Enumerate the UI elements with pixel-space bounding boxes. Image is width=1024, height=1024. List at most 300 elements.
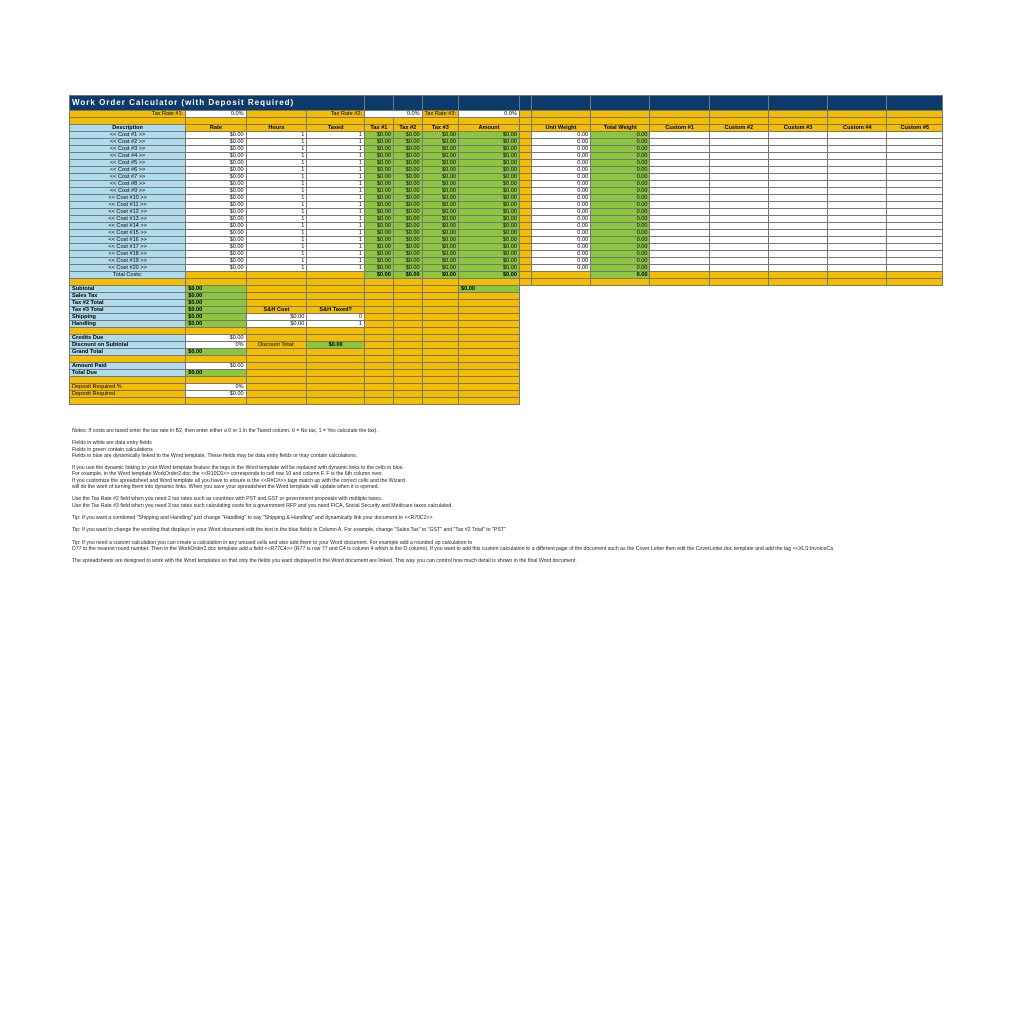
- tax1-cell: $0.00: [365, 265, 394, 272]
- custom-input[interactable]: [828, 223, 887, 230]
- description-cell: << Cost #5 >>: [70, 160, 186, 167]
- unit-weight-input[interactable]: 0.00: [531, 244, 590, 251]
- amount-cell: $0.00: [459, 202, 520, 209]
- cell: [365, 398, 394, 405]
- cell: [246, 356, 307, 363]
- custom-input[interactable]: [887, 265, 943, 272]
- unit-weight-input[interactable]: 0.00: [531, 251, 590, 258]
- rate-input[interactable]: $0.00: [186, 153, 246, 160]
- custom-input[interactable]: [768, 265, 827, 272]
- custom-input[interactable]: [650, 174, 709, 181]
- handling-value: $0.00: [186, 321, 246, 328]
- unit-weight-input[interactable]: 0.00: [531, 132, 590, 139]
- cell: [887, 96, 943, 111]
- cell: [246, 118, 307, 125]
- cell: [828, 96, 887, 111]
- cell: [591, 370, 650, 377]
- cell: [520, 300, 532, 307]
- total-weight-cell: 0.00: [591, 202, 650, 209]
- tax1-cell: $0.00: [365, 195, 394, 202]
- tax1-cell: $0.00: [365, 160, 394, 167]
- handling-taxed-input[interactable]: 1: [307, 321, 365, 328]
- cell: [650, 96, 709, 111]
- custom-input[interactable]: [887, 153, 943, 160]
- column-header: Tax #2: [393, 125, 422, 132]
- custom-input[interactable]: [768, 202, 827, 209]
- custom-input[interactable]: [650, 188, 709, 195]
- custom-input[interactable]: [650, 132, 709, 139]
- taxed-input[interactable]: 1: [307, 223, 365, 230]
- rate-input[interactable]: $0.00: [186, 230, 246, 237]
- spacer-row: [70, 328, 943, 335]
- custom-input[interactable]: [709, 216, 768, 223]
- cell: [591, 307, 650, 314]
- custom-input[interactable]: [768, 167, 827, 174]
- cell: [887, 391, 943, 398]
- cell: [591, 279, 650, 286]
- cell: [307, 356, 365, 363]
- rate-input[interactable]: $0.00: [186, 223, 246, 230]
- custom-input[interactable]: [768, 209, 827, 216]
- custom-input[interactable]: [650, 202, 709, 209]
- cell: [591, 328, 650, 335]
- taxed-input[interactable]: 1: [307, 251, 365, 258]
- custom-input[interactable]: [828, 237, 887, 244]
- taxed-input[interactable]: 1: [307, 209, 365, 216]
- cell: [520, 146, 532, 153]
- hours-input[interactable]: 1: [246, 160, 307, 167]
- hours-input[interactable]: 1: [246, 146, 307, 153]
- cell: [828, 349, 887, 356]
- unit-weight-input[interactable]: 0.00: [531, 167, 590, 174]
- tax1-cell: $0.00: [365, 174, 394, 181]
- custom-input[interactable]: [887, 244, 943, 251]
- custom-input[interactable]: [887, 167, 943, 174]
- taxed-input[interactable]: 1: [307, 237, 365, 244]
- custom-input[interactable]: [887, 181, 943, 188]
- shipping-taxed-input[interactable]: 0: [307, 314, 365, 321]
- hours-input[interactable]: 1: [246, 195, 307, 202]
- shipping-cost-input[interactable]: $0.00: [246, 314, 307, 321]
- total-weight-cell: 0.00: [591, 251, 650, 258]
- taxed-input[interactable]: 1: [307, 167, 365, 174]
- cell: [520, 195, 532, 202]
- taxed-input[interactable]: 1: [307, 174, 365, 181]
- tax2-total-row: [70, 300, 943, 307]
- header-row: [70, 125, 943, 132]
- custom-input[interactable]: [828, 202, 887, 209]
- cell: [393, 349, 422, 356]
- cell: [422, 335, 458, 342]
- cell: [768, 286, 827, 293]
- hours-input[interactable]: 1: [246, 174, 307, 181]
- custom-input[interactable]: [709, 202, 768, 209]
- cell: [520, 335, 532, 342]
- tax1-cell: $0.00: [365, 216, 394, 223]
- custom-input[interactable]: [650, 244, 709, 251]
- custom-input[interactable]: [828, 181, 887, 188]
- custom-input[interactable]: [650, 146, 709, 153]
- custom-input[interactable]: [709, 160, 768, 167]
- column-header: [520, 125, 532, 132]
- cell: [591, 335, 650, 342]
- custom-input[interactable]: [650, 251, 709, 258]
- custom-input[interactable]: [828, 153, 887, 160]
- unit-weight-input[interactable]: 0.00: [531, 223, 590, 230]
- custom-input[interactable]: [887, 160, 943, 167]
- custom-input[interactable]: [650, 209, 709, 216]
- cell: [520, 258, 532, 265]
- custom-input[interactable]: [887, 258, 943, 265]
- cell: [650, 335, 709, 342]
- custom-input[interactable]: [768, 132, 827, 139]
- custom-input[interactable]: [887, 216, 943, 223]
- custom-input[interactable]: [887, 230, 943, 237]
- custom-input[interactable]: [828, 230, 887, 237]
- hours-input[interactable]: 1: [246, 258, 307, 265]
- cell: [591, 356, 650, 363]
- custom-input[interactable]: [650, 153, 709, 160]
- tax1-cell: $0.00: [365, 181, 394, 188]
- taxed-input[interactable]: 1: [307, 160, 365, 167]
- cell: [459, 391, 520, 398]
- tax-rate-1-input[interactable]: 0.0%: [186, 111, 246, 118]
- custom-input[interactable]: [828, 265, 887, 272]
- subtotal-row: [70, 286, 943, 293]
- tax3-total-label: Tax #3 Total: [70, 307, 186, 314]
- cell: [709, 314, 768, 321]
- rate-input[interactable]: $0.00: [186, 237, 246, 244]
- cell: [650, 111, 709, 118]
- rate-input[interactable]: $0.00: [186, 216, 246, 223]
- hours-input[interactable]: 1: [246, 251, 307, 258]
- rate-input[interactable]: $0.00: [186, 265, 246, 272]
- custom-input[interactable]: [709, 251, 768, 258]
- custom-input[interactable]: [828, 195, 887, 202]
- cell: [768, 321, 827, 328]
- custom-input[interactable]: [709, 146, 768, 153]
- cell: [459, 279, 520, 286]
- cell: [246, 384, 307, 391]
- custom-input[interactable]: [650, 181, 709, 188]
- custom-input[interactable]: [768, 160, 827, 167]
- table-row: [70, 146, 943, 153]
- spacer-row: [70, 356, 943, 363]
- taxed-input[interactable]: 1: [307, 258, 365, 265]
- unit-weight-input[interactable]: 0.00: [531, 230, 590, 237]
- cell: [422, 363, 458, 370]
- description-cell: << Cost #9 >>: [70, 188, 186, 195]
- unit-weight-input[interactable]: 0.00: [531, 153, 590, 160]
- custom-input[interactable]: [768, 230, 827, 237]
- unit-weight-input[interactable]: 0.00: [531, 146, 590, 153]
- cell: [365, 342, 394, 349]
- cell: [828, 391, 887, 398]
- taxed-input[interactable]: 1: [307, 181, 365, 188]
- cell: [459, 342, 520, 349]
- taxed-input[interactable]: 1: [307, 153, 365, 160]
- column-header: Total Weight: [591, 125, 650, 132]
- rate-input[interactable]: $0.00: [186, 244, 246, 251]
- total-due-label: Total Due: [70, 370, 186, 377]
- cell: [768, 384, 827, 391]
- rate-input[interactable]: $0.00: [186, 132, 246, 139]
- taxed-input[interactable]: 1: [307, 230, 365, 237]
- cell: [70, 328, 186, 335]
- taxed-input[interactable]: 1: [307, 244, 365, 251]
- note-line: The spreadsheets are designed to work with the Word templates so that only the fields you want displayed in the Word document are linked. This way you can control how much detail is shown in the final Word document.: [72, 558, 577, 565]
- custom-input[interactable]: [709, 132, 768, 139]
- tax-rate-3-input[interactable]: 0.0%: [459, 111, 520, 118]
- custom-input[interactable]: [768, 216, 827, 223]
- tax3-cell: $0.00: [422, 188, 458, 195]
- custom-input[interactable]: [709, 265, 768, 272]
- custom-input[interactable]: [828, 209, 887, 216]
- cell: [520, 398, 532, 405]
- handling-cost-input[interactable]: $0.00: [246, 321, 307, 328]
- custom-input[interactable]: [709, 258, 768, 265]
- cell: [246, 111, 307, 118]
- custom-input[interactable]: [828, 258, 887, 265]
- note-line: Use the Tax Rate #2 field when you need 2 tax rates such as countries with PST and GST or government proposals with multiple taxes.: [72, 496, 383, 503]
- unit-weight-input[interactable]: 0.00: [531, 258, 590, 265]
- custom-input[interactable]: [650, 230, 709, 237]
- custom-input[interactable]: [709, 174, 768, 181]
- custom-input[interactable]: [887, 195, 943, 202]
- tax-rate-row: [70, 111, 943, 118]
- custom-input[interactable]: [650, 258, 709, 265]
- custom-input[interactable]: [709, 195, 768, 202]
- custom-input[interactable]: [828, 146, 887, 153]
- unit-weight-input[interactable]: 0.00: [531, 216, 590, 223]
- rate-input[interactable]: $0.00: [186, 202, 246, 209]
- custom-input[interactable]: [650, 223, 709, 230]
- cell: [393, 363, 422, 370]
- unit-weight-input[interactable]: 0.00: [531, 237, 590, 244]
- rate-input[interactable]: $0.00: [186, 174, 246, 181]
- rate-input[interactable]: $0.00: [186, 146, 246, 153]
- taxed-input[interactable]: 1: [307, 139, 365, 146]
- cell: [887, 118, 943, 125]
- hours-input[interactable]: 1: [246, 132, 307, 139]
- unit-weight-input[interactable]: 0.00: [531, 195, 590, 202]
- custom-input[interactable]: [828, 167, 887, 174]
- taxed-input[interactable]: 1: [307, 132, 365, 139]
- cell: [650, 328, 709, 335]
- cell: [531, 293, 590, 300]
- custom-input[interactable]: [768, 237, 827, 244]
- rate-input[interactable]: $0.00: [186, 181, 246, 188]
- custom-input[interactable]: [887, 146, 943, 153]
- custom-input[interactable]: [768, 223, 827, 230]
- hours-input[interactable]: 1: [246, 216, 307, 223]
- hours-input[interactable]: 1: [246, 223, 307, 230]
- custom-input[interactable]: [709, 167, 768, 174]
- taxed-input[interactable]: 1: [307, 202, 365, 209]
- amount-cell: $0.00: [459, 237, 520, 244]
- unit-weight-input[interactable]: 0.00: [531, 174, 590, 181]
- cell: [828, 300, 887, 307]
- custom-input[interactable]: [768, 181, 827, 188]
- custom-input[interactable]: [709, 237, 768, 244]
- custom-input[interactable]: [887, 223, 943, 230]
- rate-input[interactable]: $0.00: [186, 167, 246, 174]
- custom-input[interactable]: [709, 230, 768, 237]
- custom-input[interactable]: [709, 209, 768, 216]
- cell: [887, 286, 943, 293]
- cell: [459, 321, 520, 328]
- hours-input[interactable]: 1: [246, 188, 307, 195]
- total-weight-cell: 0.00: [591, 181, 650, 188]
- column-header: Hours: [246, 125, 307, 132]
- custom-input[interactable]: [768, 174, 827, 181]
- unit-weight-input[interactable]: 0.00: [531, 202, 590, 209]
- custom-input[interactable]: [768, 146, 827, 153]
- tax2-total-label: Tax #2 Total: [70, 300, 186, 307]
- custom-input[interactable]: [650, 167, 709, 174]
- taxed-input[interactable]: 1: [307, 216, 365, 223]
- tax1-cell: $0.00: [365, 230, 394, 237]
- custom-input[interactable]: [768, 153, 827, 160]
- custom-input[interactable]: [887, 139, 943, 146]
- unit-weight-input[interactable]: 0.00: [531, 265, 590, 272]
- custom-input[interactable]: [709, 223, 768, 230]
- custom-input[interactable]: [709, 181, 768, 188]
- custom-input[interactable]: [650, 265, 709, 272]
- custom-input[interactable]: [828, 216, 887, 223]
- custom-input[interactable]: [650, 216, 709, 223]
- custom-input[interactable]: [828, 244, 887, 251]
- cell: [768, 293, 827, 300]
- spacer-row: [70, 118, 943, 125]
- cell: [591, 342, 650, 349]
- custom-input[interactable]: [887, 132, 943, 139]
- table-row: [70, 258, 943, 265]
- custom-input[interactable]: [650, 160, 709, 167]
- rate-input[interactable]: $0.00: [186, 188, 246, 195]
- rate-input[interactable]: $0.00: [186, 195, 246, 202]
- taxed-input[interactable]: 1: [307, 188, 365, 195]
- credits-input[interactable]: $0.00: [186, 335, 246, 342]
- custom-input[interactable]: [709, 139, 768, 146]
- spacer-row: [70, 279, 943, 286]
- custom-input[interactable]: [828, 160, 887, 167]
- tax2-cell: $0.00: [393, 153, 422, 160]
- custom-input[interactable]: [768, 258, 827, 265]
- cell: [365, 391, 394, 398]
- rate-input[interactable]: $0.00: [186, 160, 246, 167]
- hours-input[interactable]: 1: [246, 167, 307, 174]
- custom-input[interactable]: [887, 174, 943, 181]
- cell: [246, 377, 307, 384]
- cell: [591, 293, 650, 300]
- discount-input[interactable]: 0%: [186, 342, 246, 349]
- taxed-input[interactable]: 1: [307, 146, 365, 153]
- cell: [365, 349, 394, 356]
- cell: [365, 328, 394, 335]
- cell: [422, 398, 458, 405]
- unit-weight-input[interactable]: 0.00: [531, 139, 590, 146]
- unit-weight-input[interactable]: 0.00: [531, 160, 590, 167]
- tax2-cell: $0.00: [393, 265, 422, 272]
- custom-input[interactable]: [709, 188, 768, 195]
- custom-input[interactable]: [650, 139, 709, 146]
- cell: [307, 398, 365, 405]
- hours-input[interactable]: 1: [246, 139, 307, 146]
- custom-input[interactable]: [768, 251, 827, 258]
- taxed-input[interactable]: 1: [307, 265, 365, 272]
- custom-input[interactable]: [887, 237, 943, 244]
- total-weight-cell: 0.00: [591, 237, 650, 244]
- description-cell: << Cost #10 >>: [70, 195, 186, 202]
- hours-input[interactable]: 1: [246, 181, 307, 188]
- custom-input[interactable]: [709, 244, 768, 251]
- custom-input[interactable]: [709, 153, 768, 160]
- tax-rate-2-input[interactable]: 0.0%: [365, 111, 423, 118]
- custom-input[interactable]: [768, 195, 827, 202]
- custom-input[interactable]: [828, 174, 887, 181]
- tax3-cell: $0.00: [422, 237, 458, 244]
- hours-input[interactable]: 1: [246, 230, 307, 237]
- unit-weight-input[interactable]: 0.00: [531, 188, 590, 195]
- table-row: [70, 244, 943, 251]
- credits-row: [70, 335, 943, 342]
- rate-input[interactable]: $0.00: [186, 258, 246, 265]
- hours-input[interactable]: 1: [246, 244, 307, 251]
- cell: [70, 377, 186, 384]
- rate-input[interactable]: $0.00: [186, 209, 246, 216]
- description-cell: << Cost #8 >>: [70, 181, 186, 188]
- custom-input[interactable]: [650, 195, 709, 202]
- unit-weight-input[interactable]: 0.00: [531, 209, 590, 216]
- rate-input[interactable]: $0.00: [186, 251, 246, 258]
- custom-input[interactable]: [887, 209, 943, 216]
- hours-input[interactable]: 1: [246, 153, 307, 160]
- custom-input[interactable]: [768, 188, 827, 195]
- custom-input[interactable]: [887, 188, 943, 195]
- tax2-cell: $0.00: [393, 237, 422, 244]
- column-header: Amount: [459, 125, 520, 132]
- rate-input[interactable]: $0.00: [186, 139, 246, 146]
- cell: [520, 349, 532, 356]
- note-line: D77 to the nearest round number. Then in the WorkOrder2.doc template add a field <<R77C4>> (R77 is row 77 and C4 is column 4 which is the D column). If you want to add this custom calculation to a different page of the document such as the Cover Letter then edit the CoverLetter.doc template and add the tag <<XLS:InvoiceCa: [72, 545, 833, 552]
- cell: [709, 363, 768, 370]
- custom-input[interactable]: [887, 251, 943, 258]
- description-cell: << Cost #12 >>: [70, 209, 186, 216]
- custom-input[interactable]: [828, 188, 887, 195]
- hours-input[interactable]: 1: [246, 237, 307, 244]
- taxed-input[interactable]: 1: [307, 195, 365, 202]
- description-cell: << Cost #3 >>: [70, 146, 186, 153]
- cell: [828, 293, 887, 300]
- custom-input[interactable]: [768, 244, 827, 251]
- deposit-pct-input[interactable]: 0%: [186, 384, 246, 391]
- custom-input[interactable]: [768, 139, 827, 146]
- total-weight-cell: 0.00: [591, 167, 650, 174]
- custom-input[interactable]: [828, 132, 887, 139]
- amount-paid-input[interactable]: $0.00: [186, 363, 246, 370]
- hours-input[interactable]: 1: [246, 209, 307, 216]
- custom-input[interactable]: [887, 202, 943, 209]
- hours-input[interactable]: 1: [246, 265, 307, 272]
- custom-input[interactable]: [828, 251, 887, 258]
- custom-input[interactable]: [650, 237, 709, 244]
- hours-input[interactable]: 1: [246, 202, 307, 209]
- custom-input[interactable]: [828, 139, 887, 146]
- cell: [531, 335, 590, 342]
- unit-weight-input[interactable]: 0.00: [531, 181, 590, 188]
- total-weight-cell: 0.00: [591, 216, 650, 223]
